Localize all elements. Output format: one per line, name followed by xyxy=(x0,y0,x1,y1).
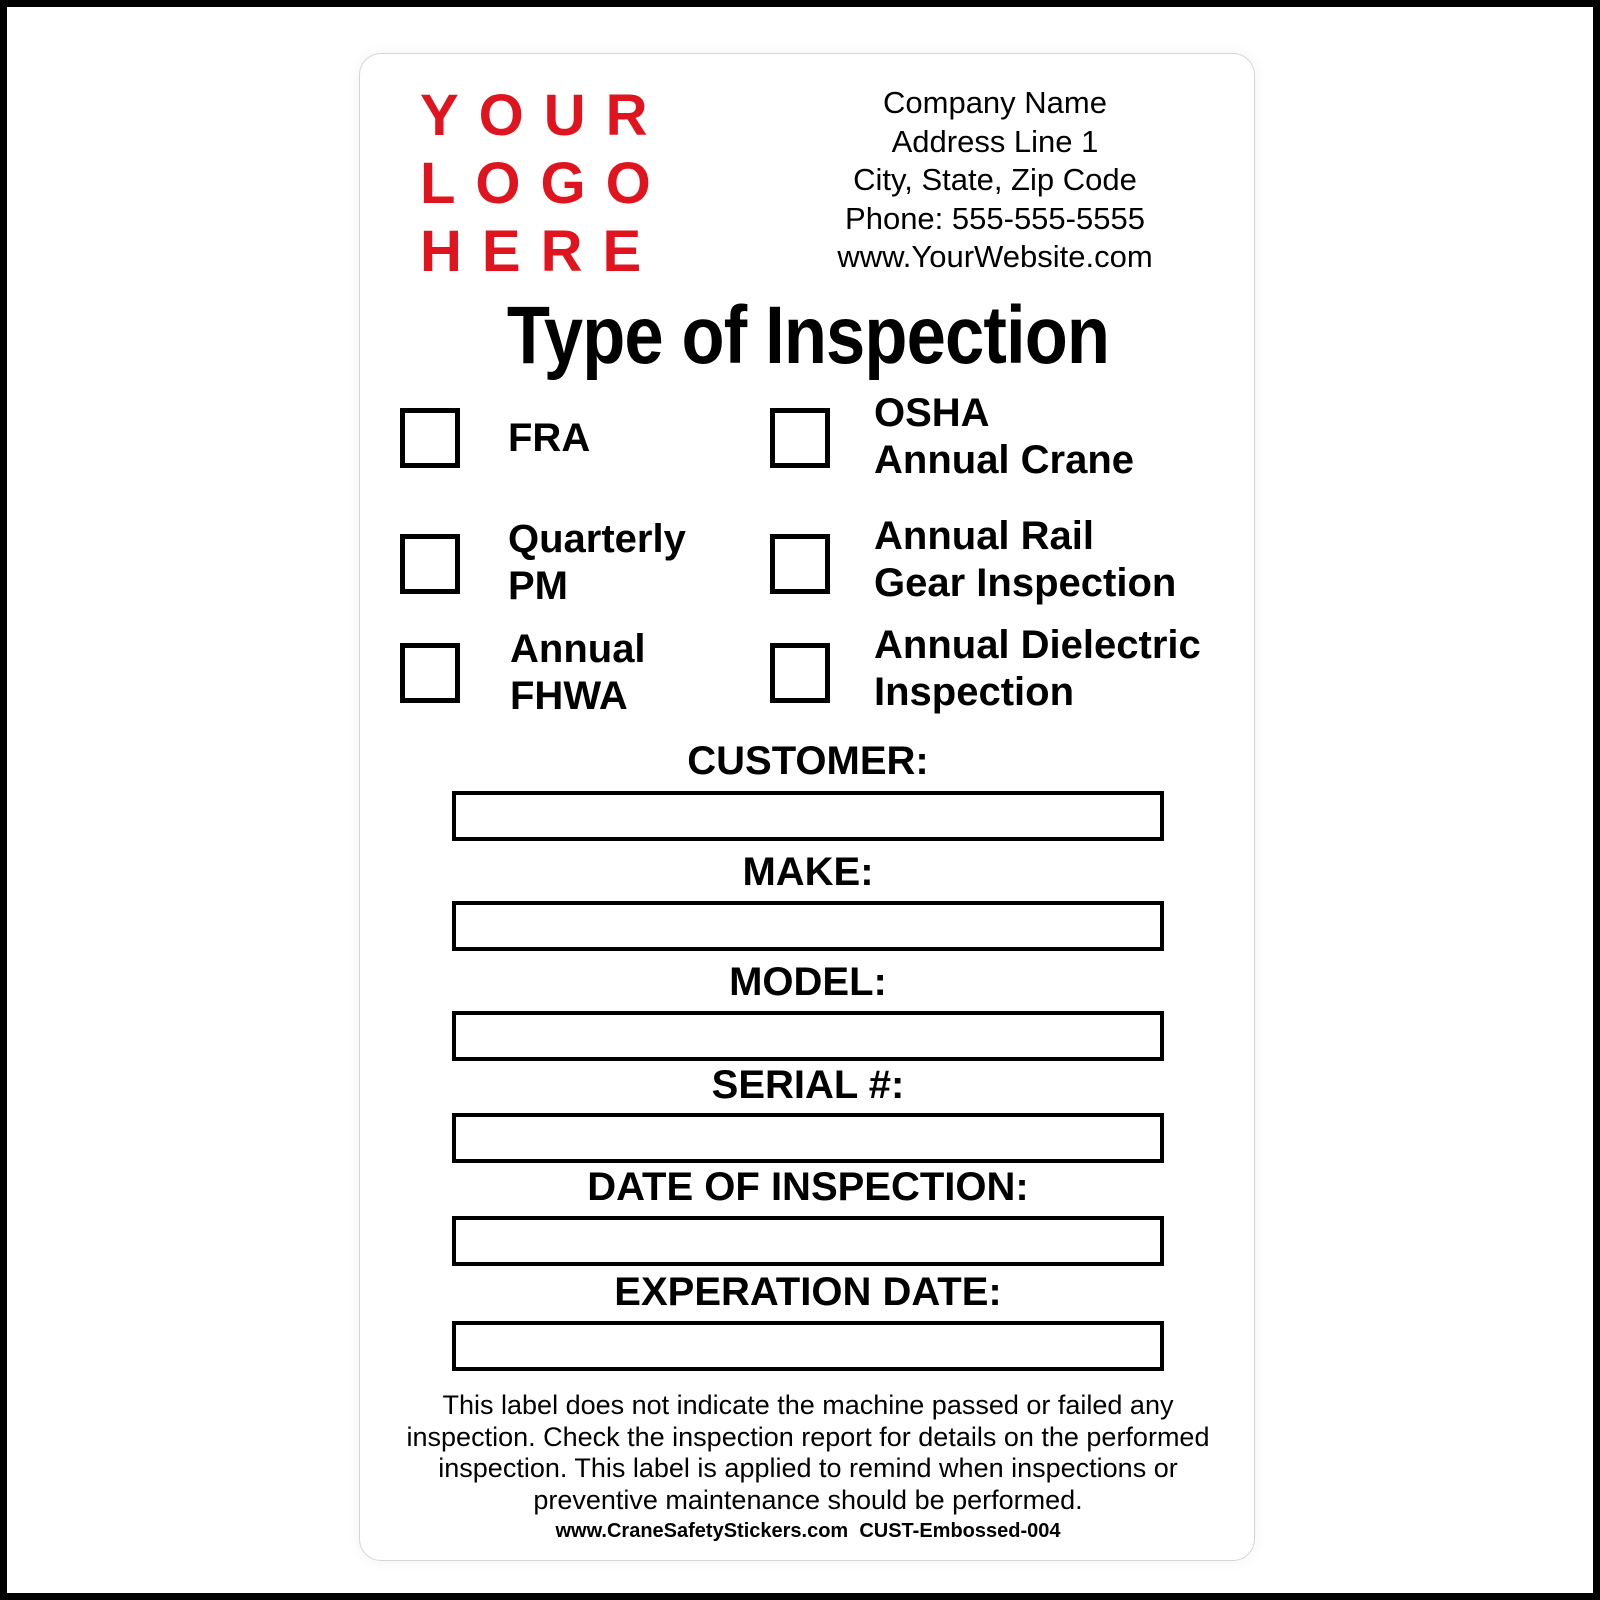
disclaimer-text xyxy=(380,1390,1236,1516)
page-title: Type of Inspection xyxy=(506,290,1110,381)
checkbox[interactable] xyxy=(400,408,460,468)
option-label-line: OSHA xyxy=(874,391,990,435)
option-label-line: Inspection xyxy=(874,670,1075,714)
logo-line: LOGO xyxy=(420,151,671,216)
option-fra-label xyxy=(508,415,590,462)
option-fhwa[interactable] xyxy=(400,643,460,703)
option-label-line: PM xyxy=(508,564,568,608)
option-dielectric[interactable] xyxy=(770,643,830,703)
option-fhwa-label xyxy=(510,626,646,720)
model-label: MODEL: xyxy=(729,960,887,1004)
option-osha-label xyxy=(874,390,1134,484)
serial-field[interactable] xyxy=(452,1113,1164,1163)
option-label-line: FRA xyxy=(508,416,591,460)
make-label: MAKE: xyxy=(742,850,874,894)
logo-line: YOUR xyxy=(420,83,668,148)
logo-line: HERE xyxy=(420,219,662,284)
disclaimer-line: inspection. This label is applied to remind when inspections or xyxy=(438,1453,1178,1483)
inspection-label xyxy=(359,53,1255,1561)
company-website: www.YourWebsite.com xyxy=(837,239,1153,274)
option-rail-label xyxy=(874,513,1176,607)
inspection-date-label: DATE OF INSPECTION: xyxy=(587,1165,1029,1209)
option-label-line: Quarterly xyxy=(508,517,686,561)
serial-label: SERIAL #: xyxy=(711,1063,905,1107)
option-dielectric-label xyxy=(874,622,1201,716)
option-osha[interactable] xyxy=(770,408,830,468)
option-label-line: FHWA xyxy=(510,674,628,718)
disclaimer-line: preventive maintenance should be performed. xyxy=(533,1484,1083,1515)
option-fra[interactable] xyxy=(400,408,460,468)
checkbox[interactable] xyxy=(770,408,830,468)
customer-label: CUSTOMER: xyxy=(687,739,929,783)
company-info xyxy=(790,84,1200,277)
expiration-date-field[interactable] xyxy=(452,1321,1164,1371)
option-label-line: Annual xyxy=(510,627,646,671)
expiration-date-label: EXPERATION DATE: xyxy=(614,1270,1002,1314)
inspection-date-field[interactable] xyxy=(452,1216,1164,1266)
company-name: Company Name xyxy=(883,85,1107,120)
company-phone: Phone: 555-555-5555 xyxy=(845,200,1145,236)
option-rail[interactable] xyxy=(770,534,830,594)
checkbox[interactable] xyxy=(400,534,460,594)
checkbox[interactable] xyxy=(770,643,830,703)
disclaimer-line: This label does not indicate the machine passed or failed any xyxy=(442,1390,1174,1420)
footer-text: www.CraneSafetyStickers.com CUST-Embossed-004 xyxy=(555,1520,1061,1542)
company-address: Address Line 1 xyxy=(891,123,1099,159)
option-quarterly-label xyxy=(508,516,686,610)
customer-field[interactable] xyxy=(452,791,1164,841)
model-field[interactable] xyxy=(452,1011,1164,1061)
option-label-line: Annual Rail xyxy=(874,514,1095,558)
checkbox[interactable] xyxy=(400,643,460,703)
option-label-line: Gear Inspection xyxy=(874,561,1177,605)
option-label-line: Annual Crane xyxy=(874,438,1135,482)
option-quarterly[interactable] xyxy=(400,534,460,594)
make-field[interactable] xyxy=(452,901,1164,951)
option-label-line: Annual Dielectric xyxy=(874,623,1201,667)
logo-placeholder xyxy=(420,82,671,286)
checkbox[interactable] xyxy=(770,534,830,594)
company-city: City, State, Zip Code xyxy=(853,162,1137,197)
disclaimer-line: inspection. Check the inspection report for details on the performed xyxy=(406,1421,1210,1452)
